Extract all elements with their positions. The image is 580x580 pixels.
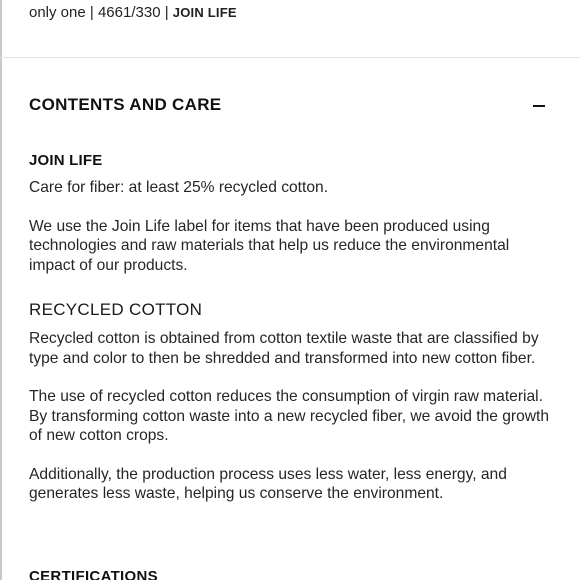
care-fiber-text: Care for fiber: at least 25% recycled cotton. — [29, 179, 329, 196]
join-life-label: JOIN LIFE — [172, 5, 237, 20]
section-title: CONTENTS AND CARE — [29, 95, 222, 114]
product-meta-line — [29, 4, 237, 21]
recycled-cotton-title: RECYCLED COTTON — [29, 300, 203, 319]
section-divider — [0, 57, 580, 58]
meta-separator: | — [89, 4, 94, 21]
certifications-title[interactable]: CERTIFICATIONS — [29, 568, 158, 580]
left-border — [0, 0, 2, 580]
meta-separator: | — [164, 4, 169, 21]
collapse-minus-icon[interactable] — [533, 105, 545, 107]
product-code: 4661/330 — [97, 4, 161, 21]
product-model: only one — [29, 4, 86, 21]
recycled-cotton-paragraph: Recycled cotton is obtained from cotton textile waste that are classified by type and color to then be shredded and transformed into new cotton fiber. — [29, 330, 539, 367]
join-life-title: JOIN LIFE — [29, 152, 103, 169]
recycled-cotton-paragraph: The use of recycled cotton reduces the consumption of virgin raw material. By transforming cotton waste into a new recycled fiber, we avoid the growth of new cotton crops. — [29, 388, 550, 444]
join-life-description: We use the Join Life label for items that have been produced using technologies and raw materials that help us reduce the environmental impact of our products. — [29, 217, 510, 274]
recycled-cotton-paragraph: Additionally, the production process uses less water, less energy, and generates less waste, helping us conserve the environment. — [29, 465, 507, 502]
contents-and-care-body — [29, 151, 559, 523]
contents-and-care-header[interactable] — [29, 95, 545, 117]
